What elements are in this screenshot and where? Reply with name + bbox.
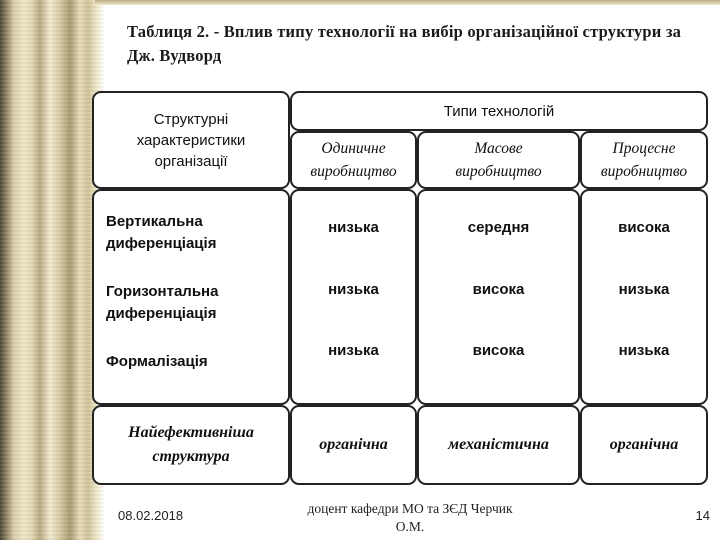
- column-header-mass: [417, 131, 580, 189]
- row-label-horizontal: Горизонтальна диференціація: [106, 283, 219, 322]
- row-label-formalization: Формалізація: [106, 353, 208, 370]
- decorative-side-border: [0, 0, 104, 540]
- column-header-single: [290, 131, 417, 189]
- footer-value-single: [290, 405, 417, 485]
- values-mass: [417, 189, 580, 405]
- column-header-process-text: Процесне виробництво: [600, 140, 688, 180]
- page-number: 14: [695, 508, 710, 523]
- value-cell: низька: [328, 219, 379, 236]
- value-cell: висока: [472, 280, 525, 298]
- value-cell: висока: [472, 342, 525, 360]
- slide-title: Таблиця 2. - Вплив типу технології на вибір організаційної структури за Дж. Вудворд: [127, 22, 682, 65]
- footer-value-process: [580, 405, 708, 485]
- value-cell: низька: [618, 280, 670, 298]
- footer-row-label: Найефективніша структура: [128, 424, 254, 465]
- row-label-vertical: Вертикальна диференціація: [106, 213, 217, 252]
- column-header-mass-text: Масове виробництво: [455, 140, 542, 180]
- value-cell: висока: [618, 219, 670, 236]
- column-header-process: [580, 131, 708, 189]
- row-labels-cell: [92, 189, 290, 405]
- technology-types-header: [290, 91, 708, 131]
- footer-value-text: органічна: [609, 436, 679, 453]
- footer-value-mass: [417, 405, 580, 485]
- values-process: [580, 189, 708, 405]
- footer-row-label-cell: [92, 405, 290, 485]
- footer-author: доцент кафедри МО та ЗЄД Черчик О.М.: [307, 501, 513, 534]
- footer-value-text: механістична: [448, 436, 549, 453]
- decorative-top-rule: [95, 0, 720, 5]
- footer-value-text: органічна: [319, 436, 388, 453]
- value-cell: низька: [618, 342, 670, 360]
- technology-structure-table: [90, 90, 710, 488]
- values-single: [290, 189, 417, 405]
- technology-types-text: Типи технологій: [443, 102, 555, 120]
- corner-header-text: Структурні характеристики організації: [136, 110, 246, 170]
- value-cell: низька: [328, 342, 379, 360]
- column-header-single-text: Одиничне виробництво: [310, 140, 397, 180]
- value-cell: середня: [467, 219, 530, 236]
- footer-date: 08.02.2018: [118, 508, 184, 523]
- corner-header-cell: [92, 91, 290, 189]
- value-cell: низька: [328, 280, 379, 298]
